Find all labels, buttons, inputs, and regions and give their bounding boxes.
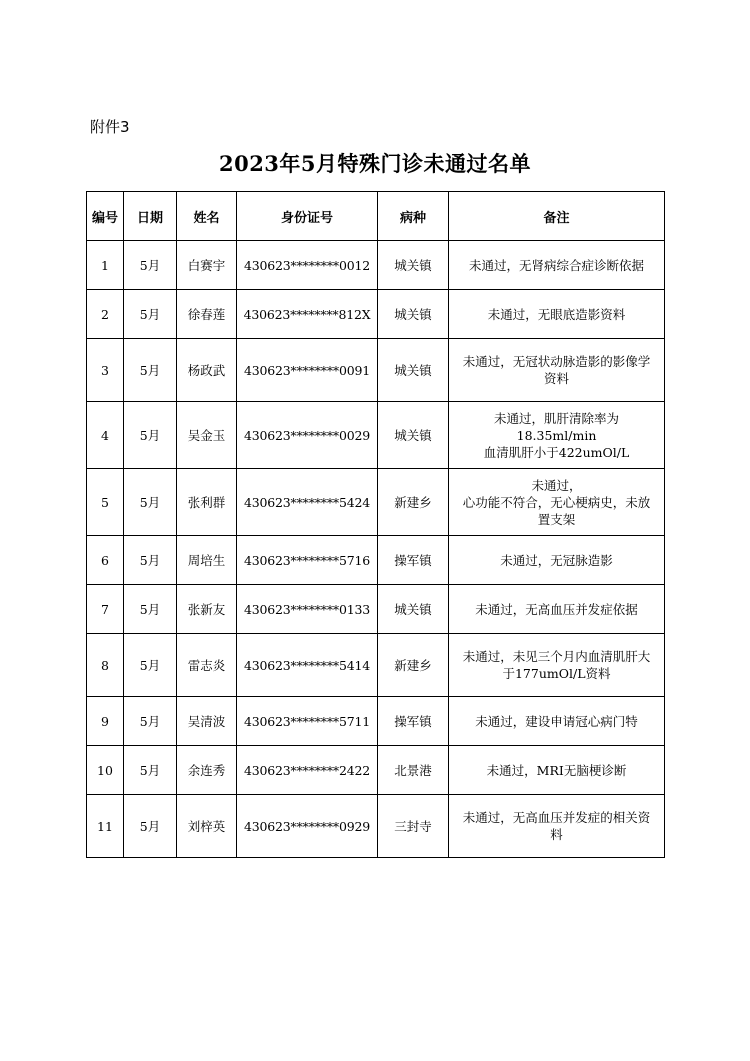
cell-name: 雷志炎 — [177, 634, 237, 697]
table-row — [87, 795, 665, 858]
header-number: 编号 — [87, 192, 124, 241]
cell-number: 2 — [87, 290, 124, 339]
cell-date: 5月 — [124, 290, 177, 339]
cell-name: 白赛宇 — [177, 241, 237, 290]
table-header-row — [87, 192, 665, 241]
cell-name: 余连秀 — [177, 746, 237, 795]
cell-name: 刘梓英 — [177, 795, 237, 858]
cell-number: 7 — [87, 585, 124, 634]
cell-number: 11 — [87, 795, 124, 858]
cell-name: 周培生 — [177, 536, 237, 585]
remark-line: 未通过，无高血压并发症的相关资 — [462, 810, 651, 825]
cell-date: 5月 — [124, 585, 177, 634]
document-title: 2023年5月特殊门诊未通过名单 — [218, 151, 532, 176]
cell-date: 5月 — [124, 746, 177, 795]
cell-id-number: 430623********812X — [237, 290, 378, 339]
cell-id-number: 430623********5716 — [237, 536, 378, 585]
remark-line: 未通过，建设申请冠心病门特 — [475, 713, 638, 729]
table-row — [87, 585, 665, 634]
cell-disease: 操军镇 — [378, 536, 449, 585]
cell-disease: 城关镇 — [378, 402, 449, 469]
cell-date: 5月 — [124, 634, 177, 697]
table-row — [87, 697, 665, 746]
cell-date: 5月 — [124, 536, 177, 585]
cell-remark — [449, 469, 665, 536]
remark-line: 未通过，无冠状动脉造影的影像学 — [462, 354, 651, 369]
header-id-number: 身份证号 — [237, 192, 378, 241]
cell-number: 6 — [87, 536, 124, 585]
cell-remark — [449, 746, 665, 795]
cell-disease: 三封寺 — [378, 795, 449, 858]
cell-number: 4 — [87, 402, 124, 469]
cell-id-number: 430623********2422 — [237, 746, 378, 795]
cell-id-number: 430623********0133 — [237, 585, 378, 634]
table-body — [87, 241, 665, 858]
remark-line: 资料 — [543, 371, 569, 386]
cell-disease: 城关镇 — [378, 585, 449, 634]
remark-line: 未通过，无冠脉造影 — [500, 552, 613, 568]
remark-line: 未通过，MRI无脑梗诊断 — [486, 762, 627, 778]
table-row — [87, 290, 665, 339]
table-row — [87, 469, 665, 536]
header-disease: 病种 — [378, 192, 449, 241]
cell-number: 10 — [87, 746, 124, 795]
remark-line: 未通过，无眼底造影资料 — [487, 306, 626, 322]
cell-name: 张利群 — [177, 469, 237, 536]
cell-name: 吴金玉 — [177, 402, 237, 469]
cell-remark — [449, 697, 665, 746]
cell-name: 杨政武 — [177, 339, 237, 402]
remark-line: 血清肌肝小于422umOl/L — [483, 444, 630, 460]
cell-id-number: 430623********5711 — [237, 697, 378, 746]
cell-remark — [449, 402, 665, 469]
remark-line: 料 — [550, 827, 563, 842]
cell-number: 1 — [87, 241, 124, 290]
cell-id-number: 430623********5424 — [237, 469, 378, 536]
cell-date: 5月 — [124, 402, 177, 469]
cell-date: 5月 — [124, 469, 177, 536]
header-name: 姓名 — [177, 192, 237, 241]
remark-line: 未通过，无高血压并发症依据 — [475, 601, 638, 617]
cell-remark — [449, 536, 665, 585]
cell-disease: 操军镇 — [378, 697, 449, 746]
cell-disease: 新建乡 — [378, 634, 449, 697]
cell-name: 吴清波 — [177, 697, 237, 746]
cell-disease: 城关镇 — [378, 339, 449, 402]
remark-line: 18.35ml/min — [516, 427, 597, 443]
cell-id-number: 430623********0029 — [237, 402, 378, 469]
header-remark: 备注 — [449, 192, 665, 241]
table-row — [87, 339, 665, 402]
cell-date: 5月 — [124, 795, 177, 858]
table-row — [87, 241, 665, 290]
cell-id-number: 430623********5414 — [237, 634, 378, 697]
table-row — [87, 634, 665, 697]
table-row — [87, 402, 665, 469]
attachment-label: 附件3 — [90, 118, 130, 136]
cell-remark — [449, 634, 665, 697]
cell-disease: 北景港 — [378, 746, 449, 795]
remark-line: 未通过，未见三个月内血清肌肝大 — [462, 649, 651, 664]
cell-disease: 新建乡 — [378, 469, 449, 536]
cell-remark — [449, 585, 665, 634]
cell-remark — [449, 339, 665, 402]
cell-disease: 城关镇 — [378, 290, 449, 339]
table-row — [87, 746, 665, 795]
header-date: 日期 — [124, 192, 177, 241]
remark-line: 置支架 — [537, 511, 576, 527]
cell-id-number: 430623********0012 — [237, 241, 378, 290]
cell-id-number: 430623********0091 — [237, 339, 378, 402]
cell-remark — [449, 241, 665, 290]
remark-line: 于177umOl/L资料 — [502, 666, 611, 681]
cell-number: 5 — [87, 469, 124, 536]
remark-line: 未通过，肌肝清除率为 — [493, 410, 619, 426]
cell-date: 5月 — [124, 241, 177, 290]
cell-name: 徐春莲 — [177, 290, 237, 339]
rejection-list-table — [86, 191, 665, 858]
cell-date: 5月 — [124, 697, 177, 746]
remark-line: 未通过， — [531, 477, 582, 493]
cell-id-number: 430623********0929 — [237, 795, 378, 858]
cell-disease: 城关镇 — [378, 241, 449, 290]
cell-remark — [449, 795, 665, 858]
cell-name: 张新友 — [177, 585, 237, 634]
table-row — [87, 536, 665, 585]
cell-date: 5月 — [124, 339, 177, 402]
cell-remark — [449, 290, 665, 339]
remark-line: 未通过，无肾病综合症诊断依据 — [468, 257, 644, 273]
cell-number: 9 — [87, 697, 124, 746]
cell-number: 3 — [87, 339, 124, 402]
remark-line: 心功能不符合，无心梗病史，未放 — [462, 494, 651, 510]
cell-number: 8 — [87, 634, 124, 697]
